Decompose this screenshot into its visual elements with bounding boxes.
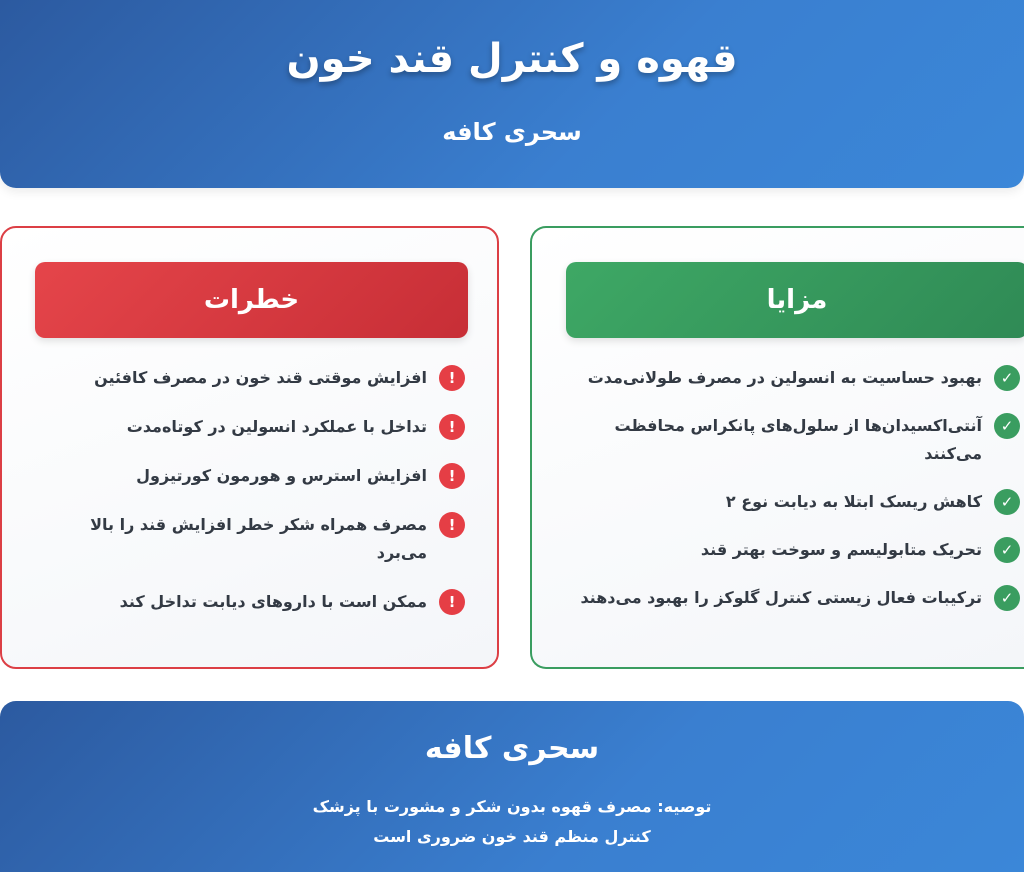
exclamation-icon: ! <box>439 365 465 391</box>
risk-text: تداخل با عملکرد انسولین در کوتاه‌مدت <box>126 417 427 436</box>
benefits-title: مزایا <box>566 262 1024 338</box>
risk-text: ممکن است با داروهای دیابت تداخل کند <box>119 592 427 611</box>
risks-title: خطرات <box>35 262 468 338</box>
benefit-text: آنتی‌اکسیدان‌ها از سلول‌های پانکراس محافظت می‌کنند <box>614 416 982 463</box>
benefit-text: بهبود حساسیت به انسولین در مصرف طولانی‌مدت <box>587 368 982 387</box>
check-icon: ✓ <box>994 537 1020 563</box>
exclamation-icon: ! <box>439 589 465 615</box>
page-header <box>0 0 1024 188</box>
risks-card <box>0 226 499 669</box>
benefit-text: تحریک متابولیسم و سوخت بهتر قند <box>700 540 982 559</box>
benefits-card <box>530 226 1024 669</box>
check-icon: ✓ <box>994 585 1020 611</box>
risk-text: افزایش موقتی قند خون در مصرف کافئین <box>94 368 427 387</box>
check-icon: ✓ <box>994 489 1020 515</box>
page-subtitle: سحری کافه <box>442 118 582 146</box>
risk-item <box>45 364 465 392</box>
risk-item <box>45 511 465 567</box>
check-icon: ✓ <box>994 413 1020 439</box>
benefit-text: ترکیبات فعال زیستی کنترل گلوکز را بهبود می‌دهند <box>580 588 982 607</box>
page-footer <box>0 701 1024 872</box>
benefits-list <box>580 364 1020 632</box>
benefit-item <box>580 364 1020 392</box>
footer-title: سحری کافه <box>424 731 600 766</box>
footer-note: کنترل منظم قند خون ضروری است <box>373 827 651 846</box>
footer-recommendation: توصیه: مصرف قهوه بدون شکر و مشورت با پزشک <box>312 797 712 816</box>
risk-text: مصرف همراه شکر خطر افزایش قند را بالا می‌برد <box>90 515 427 562</box>
exclamation-icon: ! <box>439 463 465 489</box>
risks-list <box>45 364 465 637</box>
page-title: قهوه و کنترل قند خون <box>286 36 738 82</box>
risk-item <box>45 413 465 441</box>
benefit-item <box>580 584 1020 612</box>
benefit-item <box>580 412 1020 468</box>
risk-item <box>45 462 465 490</box>
benefit-text: کاهش ریسک ابتلا به دیابت نوع ۲ <box>725 492 982 511</box>
exclamation-icon: ! <box>439 512 465 538</box>
exclamation-icon: ! <box>439 414 465 440</box>
benefit-item <box>580 536 1020 564</box>
benefit-item <box>580 488 1020 516</box>
check-icon: ✓ <box>994 365 1020 391</box>
risk-item <box>45 588 465 616</box>
risk-text: افزایش استرس و هورمون کورتیزول <box>136 466 427 485</box>
